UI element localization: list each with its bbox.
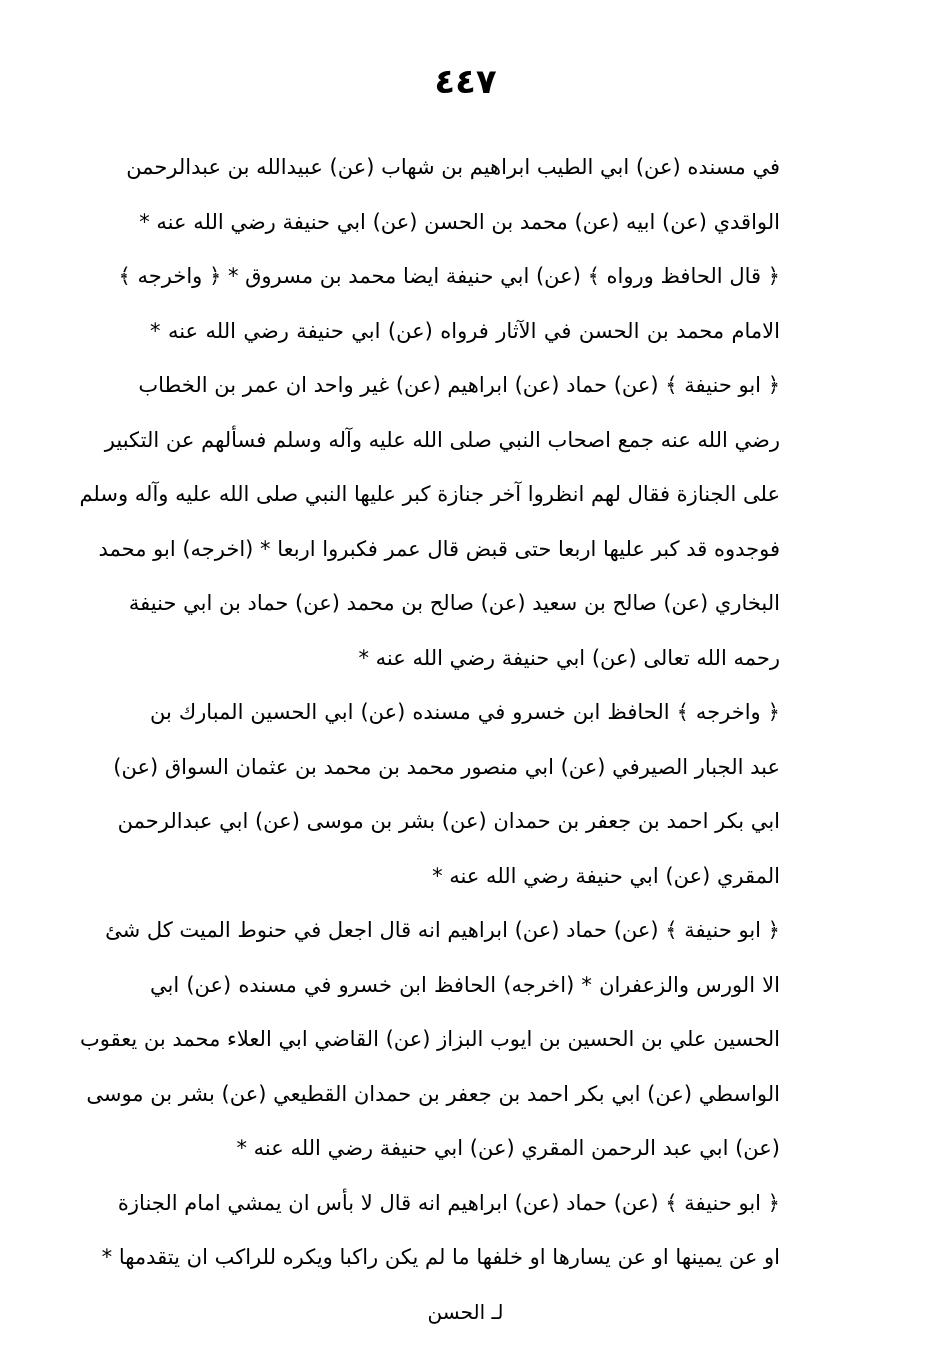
text-line: في مسنده (عن) ابي الطيب ابراهيم بن شهاب (عن) عبيدالله بن عبدالرحمن (126, 155, 780, 179)
text-line: ﴿ واخرجه ﴾ الحافظ ابن خسرو في مسنده (عن) ابي الحسين المبارك بن (150, 700, 780, 724)
text-line: رضي الله عنه جمع اصحاب النبي صلى الله عليه وآله وسلم فسألهم عن التكبير (104, 427, 780, 452)
text-line: عبد الجبار الصيرفي (عن) ابي منصور محمد بن محمد بن عثمان السواق (عن) (113, 754, 780, 779)
text-line: ﴿ ابو حنيفة ﴾ (عن) حماد (عن) ابراهيم انه قال لا بأس ان يمشي امام الجنازة (117, 1190, 780, 1215)
page-number: ٤٤٧ (434, 62, 497, 102)
text-line: الواسطي (عن) ابي بكر احمد بن جعفر بن حمدان القطيعي (عن) بشر بن موسى (86, 1081, 780, 1106)
text-line: المقري (عن) ابي حنيفة رضي الله عنه * (432, 863, 780, 888)
text-line: الامام محمد بن الحسن في الآثار فرواه (عن) ابي حنيفة رضي الله عنه * (150, 318, 780, 343)
footnote: لـ الحسن (427, 1300, 504, 1324)
text-line: الا الورس والزعفران * (اخرجه) الحافظ ابن خسرو في مسنده (عن) ابي (150, 972, 780, 997)
text-line: الحسين علي بن الحسين بن ايوب البزاز (عن) القاضي ابي العلاء محمد بن يعقوب (79, 1027, 780, 1051)
text-line: ﴿ ابو حنيفة ﴾ (عن) حماد (عن) ابراهيم (عن) غير واحد ان عمر بن الخطاب (138, 373, 780, 397)
text-line: ﴿ قال الحافظ ورواه ﴾ (عن) ابي حنيفة ايضا محمد بن مسروق * ﴿ واخرجه ﴾ (118, 264, 780, 288)
text-line: او عن يمينها او عن يسارها او خلفها ما لم يكن راكبا ويكره للراكب ان يتقدمها * (101, 1245, 780, 1269)
text-line: رحمه الله تعالى (عن) ابي حنيفة رضي الله عنه * (358, 645, 780, 670)
text-line: البخاري (عن) صالح بن سعيد (عن) صالح بن محمد (عن) حماد بن ابي حنيفة (128, 591, 780, 615)
text-line: (عن) ابي عبد الرحمن المقري (عن) ابي حنيفة رضي الله عنه * (236, 1136, 780, 1160)
text-line: الواقدي (عن) ابيه (عن) محمد بن الحسن (عن) ابي حنيفة رضي الله عنه * (139, 209, 780, 234)
body-text (79, 140, 780, 1285)
text-line: ابي بكر احمد بن جعفر بن حمدان (عن) بشر بن موسى (عن) ابي عبدالرحمن (117, 809, 780, 833)
text-line: ﴿ ابو حنيفة ﴾ (عن) حماد (عن) ابراهيم انه قال اجعل في حنوط الميت كل شئ (105, 918, 780, 942)
text-line: فوجدوه قد كبر عليها اربعا حتى قبض قال عمر فكبروا اربعا * (اخرجه) ابو محمد (98, 536, 780, 561)
text-line: على الجنازة فقال لهم انظروا آخر جنازة كبر عليها النبي صلى الله عليه وآله وسلم (79, 482, 780, 506)
